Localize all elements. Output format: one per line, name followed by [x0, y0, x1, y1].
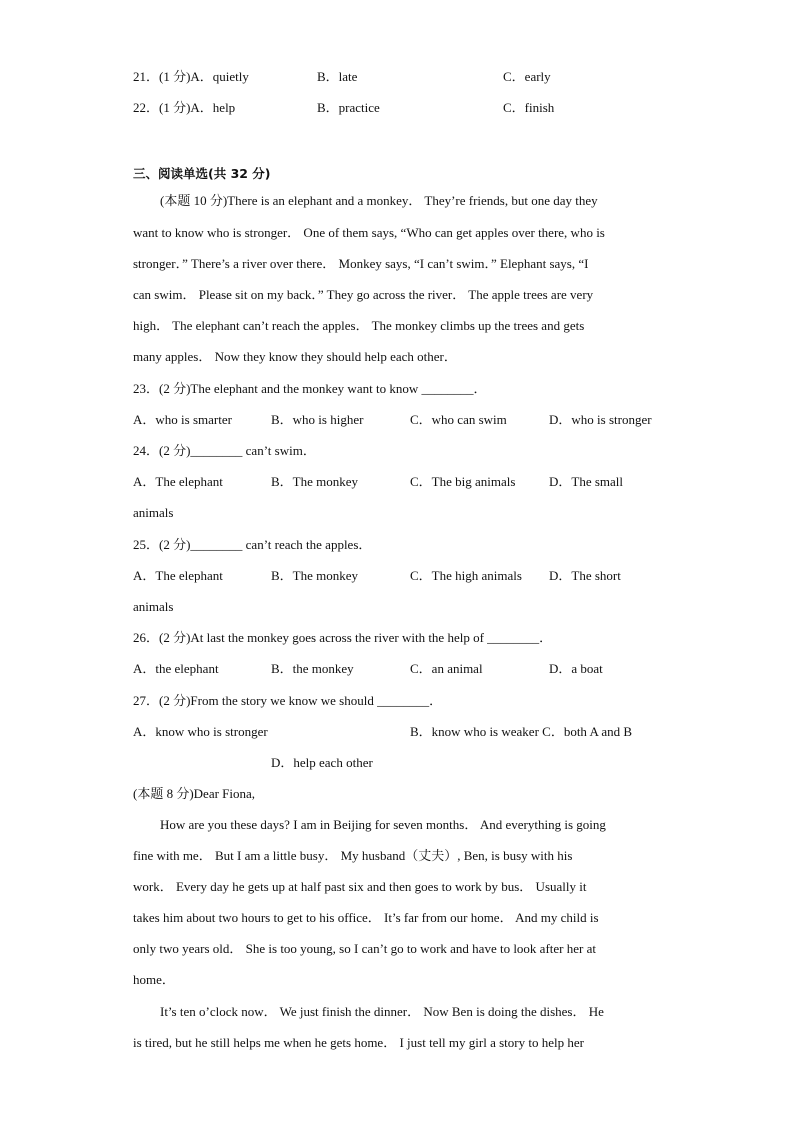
question-27-option-b-c: B．know who is weaker C．both A and B — [410, 724, 633, 739]
passage-2-para-1-line-6: home． — [133, 972, 175, 987]
passage-2-para-2-line-2: is tired, but he still helps me when he gets home． I just tell my girl a story to help her — [133, 1035, 584, 1050]
section-3-heading: 三、阅读单选(共 32 分) — [133, 166, 271, 181]
passage-2-para-1-line-2: fine with me． But I am a little busy． My husband（丈夫）, Ben, is busy with his — [133, 848, 573, 863]
passage-1-line-5: high． The elephant can’t reach the apples． The monkey climbs up the trees and gets — [133, 318, 585, 333]
question-25-option-b: B．The monkey — [271, 568, 359, 583]
question-26-option-a: A．the elephant — [133, 661, 219, 676]
question-27-option-a: A．know who is stronger — [133, 724, 268, 739]
passage-1-line-3: stronger．” There’s a river over there． Monkey says, “I can’t swim．” Elephant says, “I — [133, 256, 589, 271]
question-25-option-c: C．The high animals — [410, 568, 522, 583]
passage-2-para-1-line-4: takes him about two hours to get to his office． It’s far from our home． And my child is — [133, 910, 599, 925]
question-24-option-d-cont: animals — [133, 505, 174, 520]
question-24-option-c: C．The big animals — [410, 474, 516, 489]
question-24-option-a: A．The elephant — [133, 474, 223, 489]
passage-1-line-2: want to know who is stronger． One of them says, “Who can get apples over there, who is — [133, 225, 605, 240]
passage-1-line-6: many apples． Now they know they should help each other． — [133, 349, 457, 364]
question-24-option-b: B．The monkey — [271, 474, 359, 489]
question-21-stem-option-a: 21．(1 分)A．quietly — [133, 69, 249, 84]
question-24-option-d: D．The small — [549, 474, 624, 489]
question-27-stem: 27．(2 分)From the story we know we should ________． — [133, 693, 443, 708]
question-22-option-b: B．practice — [317, 100, 380, 115]
question-23-option-c: C．who can swim — [410, 412, 507, 427]
question-24-stem: 24．(2 分)________ can’t swim． — [133, 443, 316, 458]
question-23-option-a: A．who is smarter — [133, 412, 232, 427]
question-21-option-b: B．late — [317, 69, 358, 84]
passage-2-para-1-line-3: work． Every day he gets up at half past six and then goes to work by bus． Usually it — [133, 879, 587, 894]
question-22 — [133, 101, 235, 114]
question-25-option-d-cont: animals — [133, 599, 174, 614]
question-25-option-d: D．The short — [549, 568, 621, 583]
passage-2-title: (本题 8 分)Dear Fiona, — [133, 786, 256, 801]
question-26-option-d: D．a boat — [549, 661, 603, 676]
passage-2-para-1-line-5: only two years old． She is too young, so I can’t go to work and have to look after her at — [133, 941, 596, 956]
question-22-stem-option-a: 22．(1 分)A．help — [133, 100, 236, 115]
question-22-option-c: C．finish — [503, 100, 555, 115]
passage-2-para-2-line-1: It’s ten o’clock now． We just finish the dinner． Now Ben is doing the dishes． He — [160, 1004, 604, 1019]
question-23-option-d: D．who is stronger — [549, 412, 652, 427]
passage-2-para-1-line-1: How are you these days? I am in Beijing for seven months． And everything is going — [160, 817, 606, 832]
question-21-option-c: C．early — [503, 69, 551, 84]
question-27-option-d: D．help each other — [271, 755, 373, 770]
question-25-option-a: A．The elephant — [133, 568, 223, 583]
question-21 — [133, 70, 249, 83]
question-26-option-b: B．the monkey — [271, 661, 354, 676]
question-23-option-b: B．who is higher — [271, 412, 364, 427]
passage-1-line-4: can swim． Please sit on my back．” They go across the river． The apple trees are very — [133, 287, 594, 302]
question-26-option-c: C．an animal — [410, 661, 483, 676]
question-26-stem: 26．(2 分)At last the monkey goes across the river with the help of ________． — [133, 630, 553, 645]
question-25-stem: 25．(2 分)________ can’t reach the apples． — [133, 537, 372, 552]
question-23-stem: 23．(2 分)The elephant and the monkey want to know ________． — [133, 381, 487, 396]
passage-1-line-1: (本题 10 分)There is an elephant and a monkey． They’re friends, but one day they — [160, 193, 598, 208]
